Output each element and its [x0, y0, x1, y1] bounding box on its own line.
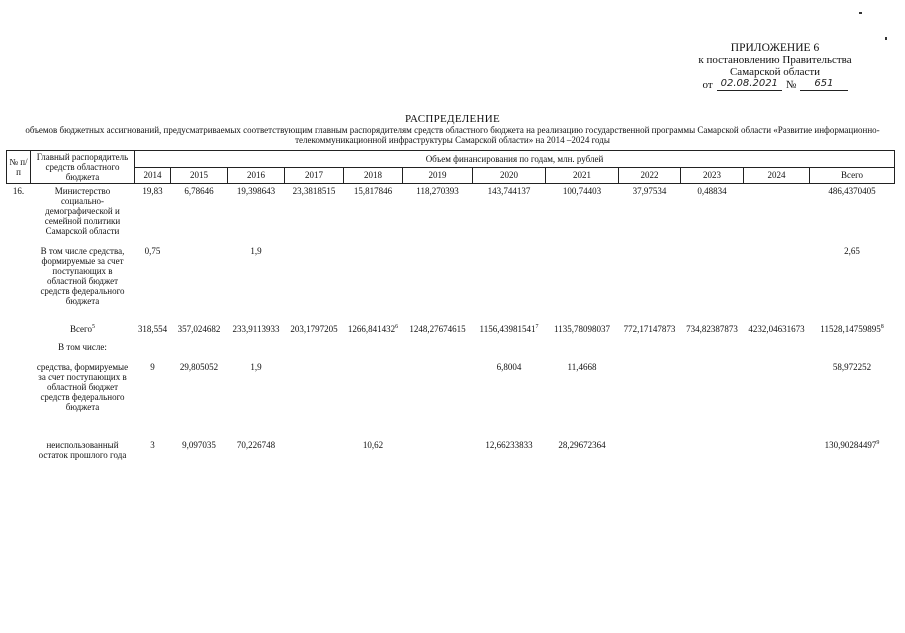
value-cell: [344, 340, 403, 360]
row-label: [31, 184, 135, 244]
row-number: [7, 340, 31, 360]
cell-value: 6,78646: [184, 186, 214, 196]
value-cell: [473, 360, 546, 438]
handwritten-date: 02.08.2021: [717, 78, 782, 91]
value-cell: [681, 438, 744, 478]
footnote-marker: 6: [395, 323, 399, 330]
year-header: Всего: [810, 167, 895, 184]
footnote-marker: 8: [880, 323, 884, 330]
value-cell: [344, 184, 403, 244]
cell-value: 0,75: [144, 245, 161, 256]
cell-value: 1135,78098037: [554, 323, 610, 334]
handwritten-number: 651: [800, 78, 847, 91]
value-cell: [403, 360, 473, 438]
value-cell: [546, 322, 619, 340]
cell-value: 118,270393: [416, 186, 459, 196]
value-cell: [744, 360, 810, 438]
cell-value: 19,398643: [236, 186, 276, 196]
value-cell: [810, 438, 895, 478]
year-header: 2019: [403, 167, 473, 184]
row-label-text: В том числе средства, формируемые за счет поступающих в областной бюджет средств федерального бюджета: [40, 245, 125, 306]
table-row: [7, 184, 895, 244]
appendix-title: ПРИЛОЖЕНИЕ 6: [730, 42, 820, 54]
cell-value: 734,82387873: [686, 323, 738, 334]
year-header: 2018: [344, 167, 403, 184]
cell-value: 1,9: [250, 245, 262, 256]
date-prefix: от: [702, 79, 713, 91]
row-label-text: Министерство социально-демографической и семейной политики Самарской области: [44, 186, 121, 236]
appendix-line2: к постановлению Правительства: [698, 54, 852, 66]
value-cell: [228, 360, 285, 438]
cell-value: 9,097035: [182, 439, 216, 450]
row-label-text: В том числе:: [58, 341, 107, 352]
value-cell: [546, 360, 619, 438]
year-header-row: [7, 167, 895, 184]
cell-value: 11,4668: [567, 361, 597, 372]
value-cell: [473, 244, 546, 322]
scan-speck: [885, 37, 887, 40]
cell-value: 70,226748: [236, 439, 276, 450]
value-cell: [171, 340, 228, 360]
column-header-funding-group: Объем финансирования по годам, млн. рублей: [135, 151, 895, 168]
value-cell: [546, 438, 619, 478]
value-cell: [171, 322, 228, 340]
value-cell: [344, 244, 403, 322]
value-cell: [171, 184, 228, 244]
value-cell: [171, 244, 228, 322]
cell-value: 130,90284497: [824, 439, 877, 450]
value-cell: [681, 340, 744, 360]
value-cell: [135, 438, 171, 478]
cell-value: 1266,841432: [347, 323, 396, 334]
table-body: [7, 184, 895, 478]
year-header: 2015: [171, 167, 228, 184]
cell-value: 28,29672364: [558, 439, 606, 450]
appendix-line3: Самарской области: [729, 66, 821, 78]
value-cell: [681, 244, 744, 322]
cell-value: 0,48834: [697, 186, 727, 196]
year-header: 2023: [681, 167, 744, 184]
value-cell: [619, 340, 681, 360]
value-cell: [228, 438, 285, 478]
cell-value: 1248,27674615: [409, 323, 466, 334]
appendix-header: [650, 42, 900, 91]
year-header: 2017: [285, 167, 344, 184]
cell-value: 2,65: [844, 245, 860, 256]
cell-value: 100,74403: [562, 186, 602, 196]
value-cell: [810, 340, 895, 360]
document-title: РАСПРЕДЕЛЕНИЕ: [405, 113, 500, 125]
table-row: [7, 340, 895, 360]
cell-value: 19,83: [142, 186, 163, 196]
value-cell: [285, 184, 344, 244]
row-label-text: неиспользованный остаток прошлого года: [38, 439, 127, 460]
table-row: [7, 360, 895, 438]
value-cell: [135, 360, 171, 438]
value-cell: [744, 438, 810, 478]
cell-value: 772,17147873: [623, 323, 676, 334]
cell-value: 1,9: [250, 361, 262, 372]
value-cell: [285, 438, 344, 478]
row-number: 16.: [12, 186, 25, 196]
value-cell: [285, 244, 344, 322]
value-cell: [546, 340, 619, 360]
value-cell: [546, 184, 619, 244]
value-cell: [135, 184, 171, 244]
footnote-marker: 7: [535, 323, 539, 330]
row-number: [7, 438, 31, 478]
cell-value: 37,97534: [632, 186, 667, 196]
value-cell: [344, 438, 403, 478]
cell-value: 203,1797205: [290, 323, 338, 334]
value-cell: [744, 244, 810, 322]
value-cell: [171, 360, 228, 438]
distribution-table: [6, 150, 895, 478]
row-number: [7, 244, 31, 322]
value-cell: [403, 322, 473, 340]
cell-value: 1156,43981541: [479, 323, 536, 334]
value-cell: [744, 322, 810, 340]
value-cell: [619, 360, 681, 438]
value-cell: [403, 184, 473, 244]
value-cell: [744, 184, 810, 244]
value-cell: [403, 438, 473, 478]
value-cell: [473, 340, 546, 360]
column-header-manager: Главный распорядитель средств областного бюджета: [31, 151, 135, 184]
value-cell: [473, 438, 546, 478]
value-cell: [228, 340, 285, 360]
value-cell: [681, 360, 744, 438]
table-row: [7, 244, 895, 322]
value-cell: [228, 244, 285, 322]
value-cell: [810, 184, 895, 244]
value-cell: [285, 322, 344, 340]
value-cell: [681, 184, 744, 244]
value-cell: [619, 244, 681, 322]
value-cell: [135, 244, 171, 322]
cell-value: 486,4370405: [828, 186, 876, 196]
row-label-text: средства, формируемые за счет поступающих в областной бюджет средств федерального бюджета: [36, 361, 129, 412]
value-cell: [135, 322, 171, 340]
cell-value: 15,817846: [353, 186, 393, 196]
value-cell: [619, 322, 681, 340]
year-header: 2020: [473, 167, 546, 184]
footnote-marker: 5: [92, 323, 96, 330]
row-label: [31, 438, 135, 478]
value-cell: [171, 438, 228, 478]
row-label: [31, 244, 135, 322]
value-cell: [403, 244, 473, 322]
cell-value: 58,972252: [832, 361, 872, 372]
table-row: [7, 438, 895, 478]
value-cell: [228, 184, 285, 244]
row-number: [7, 322, 31, 340]
cell-value: 9: [150, 361, 155, 372]
value-cell: [810, 360, 895, 438]
row-number: [7, 360, 31, 438]
value-cell: [681, 322, 744, 340]
cell-value: 6,8004: [496, 361, 522, 372]
value-cell: [473, 322, 546, 340]
value-cell: [473, 184, 546, 244]
year-header: 2016: [228, 167, 285, 184]
value-cell: [619, 438, 681, 478]
cell-value: 357,024682: [177, 323, 221, 334]
year-header: 2024: [744, 167, 810, 184]
table-row: [7, 322, 895, 340]
cell-value: 143,744137: [487, 186, 531, 196]
row-label: [31, 340, 135, 360]
value-cell: [228, 322, 285, 340]
value-cell: [810, 322, 895, 340]
value-cell: [403, 340, 473, 360]
value-cell: [744, 340, 810, 360]
cell-value: 12,66233833: [485, 439, 533, 450]
number-prefix: №: [785, 79, 797, 91]
cell-value: 23,3818515: [292, 186, 336, 196]
year-header: 2022: [619, 167, 681, 184]
year-header: 2014: [135, 167, 171, 184]
value-cell: [810, 244, 895, 322]
cell-value: 4232,04631673: [748, 323, 805, 334]
cell-value: 318,554: [137, 323, 168, 334]
column-header-number: № п/п: [7, 151, 31, 184]
cell-value: 3: [150, 439, 155, 450]
cell-value: 233,9113933: [232, 323, 280, 334]
value-cell: [619, 184, 681, 244]
cell-value: 29,805052: [179, 361, 219, 372]
value-cell: [135, 340, 171, 360]
value-cell: [344, 360, 403, 438]
scan-speck: [859, 12, 862, 14]
footnote-marker: 9: [876, 439, 880, 446]
value-cell: [546, 244, 619, 322]
date-line: [650, 78, 900, 91]
row-label: [31, 322, 135, 340]
year-header: 2021: [546, 167, 619, 184]
document-subtitle: объемов бюджетных ассигнований, предусматриваемых соответствующим главным распорядителям средств областного бюджета на реализацию государственной программы Самарской области «Развитие информационно-телекоммуникационной инфраструктуры Самарской области» на 2014 –2024 годы: [25, 125, 880, 145]
value-cell: [344, 322, 403, 340]
value-cell: [285, 340, 344, 360]
value-cell: [285, 360, 344, 438]
cell-value: 11528,14759895: [820, 323, 881, 334]
cell-value: 10,62: [362, 439, 384, 450]
row-label-text: Всего: [69, 323, 93, 334]
row-label: [31, 360, 135, 438]
